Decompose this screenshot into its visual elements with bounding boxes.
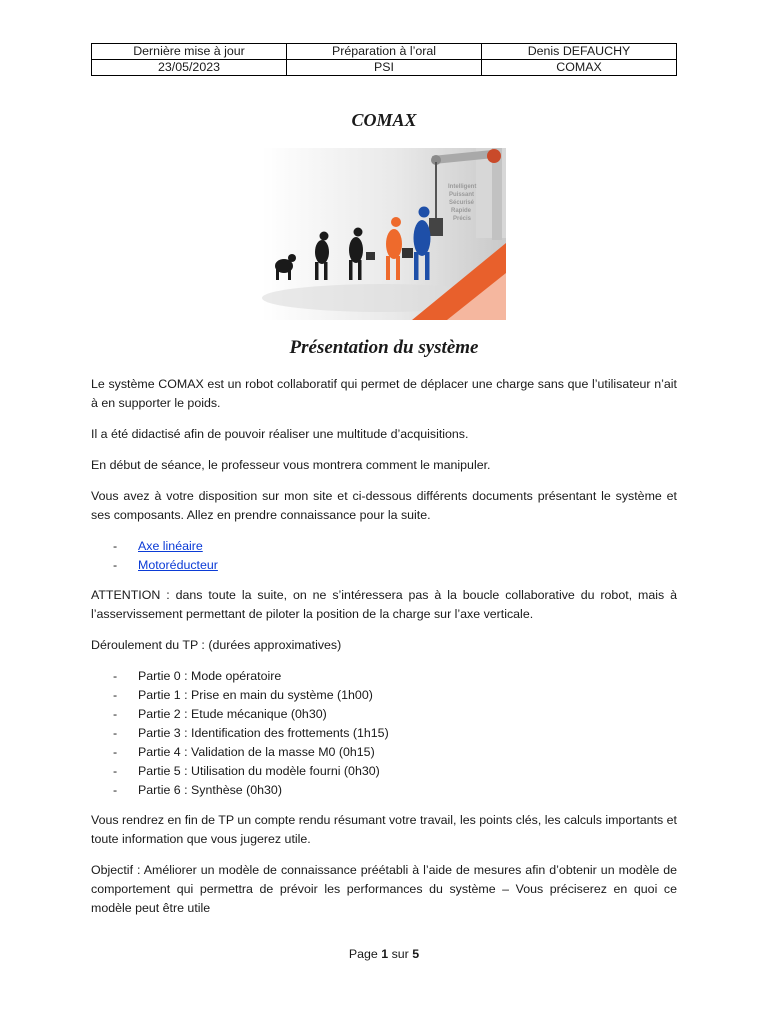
list-item xyxy=(91,743,677,762)
bullet-dash: - xyxy=(113,764,118,778)
part-label: Partie 2 : Etude mécanique (0h30) xyxy=(138,707,327,721)
hero-word: Puissant xyxy=(449,192,475,198)
link-axe-lineaire[interactable]: Axe linéaire xyxy=(138,539,203,553)
footer-page-prefix: Page xyxy=(348,947,378,961)
document-links-list xyxy=(91,537,677,575)
list-item xyxy=(91,781,677,800)
list-item xyxy=(91,686,677,705)
section-title: Présentation du système xyxy=(289,337,479,358)
page-footer xyxy=(0,947,768,961)
header-table xyxy=(91,43,677,76)
list-item xyxy=(91,667,677,686)
documents-paragraph: Vous avez à votre disposition sur mon site et ci-dessous différents documents présentant le système et ses composants. Allez en prendre connaissance pour la suite. xyxy=(91,489,677,522)
list-item xyxy=(91,556,677,575)
header-update-label: Dernière mise à jour xyxy=(92,44,287,60)
didactic-paragraph: Il a été didactisé afin de pouvoir réaliser une multitude d’acquisitions. xyxy=(91,427,469,441)
header-update-date: 23/05/2023 xyxy=(92,60,287,76)
report-paragraph: Vous rendrez en fin de TP un compte rendu résumant votre travail, les points clés, les calculs importants et toute information que vous jugerez utile. xyxy=(91,813,677,846)
evolution-robot-image xyxy=(262,148,506,320)
bullet-dash: - xyxy=(113,726,118,740)
list-item xyxy=(91,537,677,556)
header-track: PSI xyxy=(287,60,482,76)
footer-sur: sur xyxy=(391,947,409,961)
header-prep-label: Préparation à l’oral xyxy=(287,44,482,60)
bullet-dash: - xyxy=(113,707,118,721)
bullet-dash: - xyxy=(113,539,118,553)
footer-current-page: 1 xyxy=(381,947,389,961)
hero-word: Sécurisé xyxy=(449,200,475,206)
link-motoreducteur[interactable]: Motoréducteur xyxy=(138,558,218,572)
list-item xyxy=(91,724,677,743)
part-label: Partie 3 : Identification des frottements (1h15) xyxy=(138,726,389,740)
hero-word: Intelligent xyxy=(448,184,477,190)
footer-total-pages: 5 xyxy=(412,947,420,961)
part-label: Partie 6 : Synthèse (0h30) xyxy=(138,783,282,797)
header-author: Denis DEFAUCHY xyxy=(482,44,677,60)
list-item xyxy=(91,762,677,781)
bullet-dash: - xyxy=(113,669,118,683)
list-item xyxy=(91,705,677,724)
part-label: Partie 4 : Validation de la masse M0 (0h15) xyxy=(138,745,375,759)
attention-paragraph: ATTENTION : dans toute la suite, on ne s’intéressera pas à la boucle collaborative du robot, mais à l’asservissement permettant de piloter la position de la charge sur l’axe verticale. xyxy=(91,588,677,621)
parts-list xyxy=(91,667,677,800)
document-title: COMAX xyxy=(351,110,417,130)
part-label: Partie 5 : Utilisation du modèle fourni (0h30) xyxy=(138,764,380,778)
session-paragraph: En début de séance, le professeur vous montrera comment le manipuler. xyxy=(91,458,491,472)
objective-paragraph: Objectif : Améliorer un modèle de connaissance préétabli à l’aide de mesures afin d’obtenir un modèle de comportement qui permettra de prévoir les performances du système – Vous préciserez en quoi ce modèle peut être utile xyxy=(91,863,677,915)
bullet-dash: - xyxy=(113,745,118,759)
part-label: Partie 0 : Mode opératoire xyxy=(138,669,282,683)
part-label: Partie 1 : Prise en main du système (1h00) xyxy=(138,688,373,702)
tp-schedule-heading: Déroulement du TP : (durées approximatives) xyxy=(91,638,342,652)
bullet-dash: - xyxy=(113,783,118,797)
bullet-dash: - xyxy=(113,688,118,702)
intro-paragraph: Le système COMAX est un robot collaboratif qui permet de déplacer une charge sans que l’utilisateur n’ait à en supporter le poids. xyxy=(91,377,677,410)
body-content xyxy=(91,375,677,930)
hero-word: Rapide xyxy=(451,208,472,214)
header-subject: COMAX xyxy=(482,60,677,76)
bullet-dash: - xyxy=(113,558,118,572)
hero-word: Précis xyxy=(453,216,472,222)
